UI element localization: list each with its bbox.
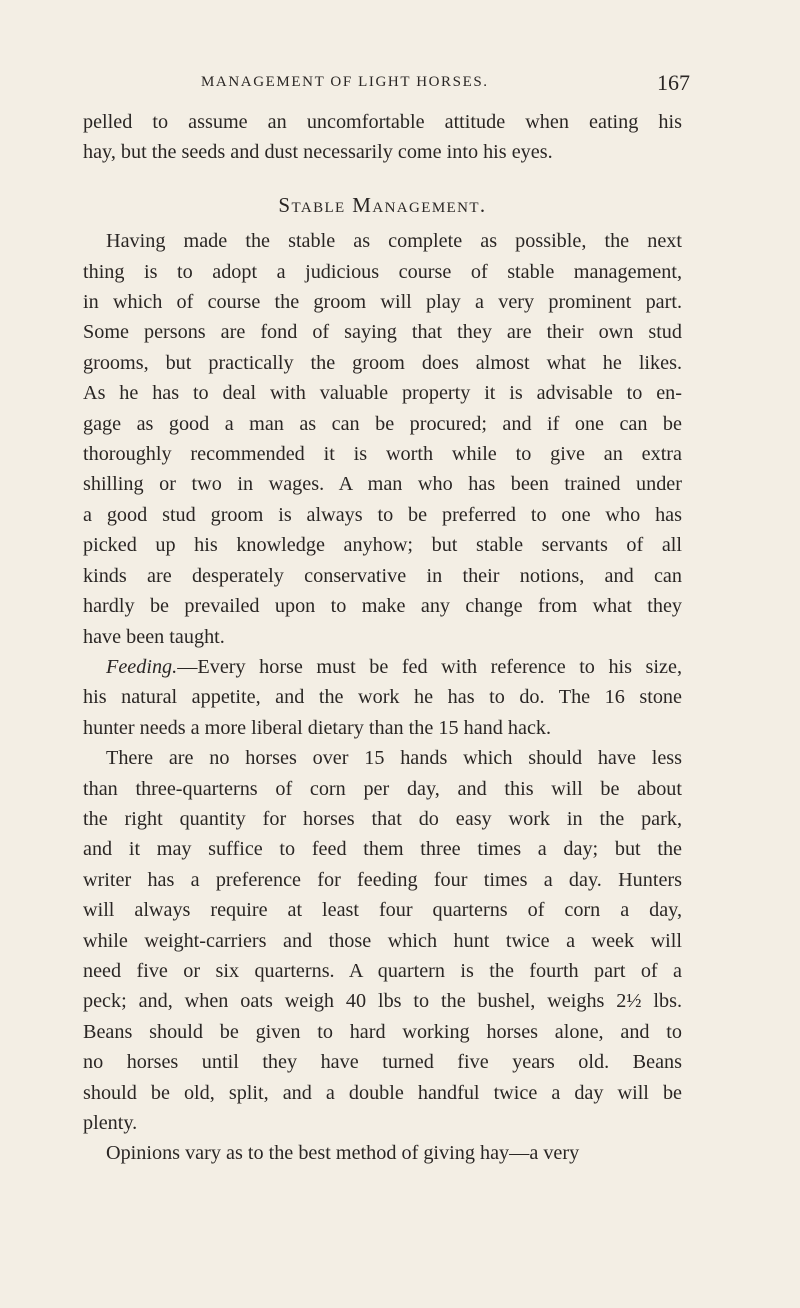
text-line: pelled to assume an uncomfortable attitude when eating his xyxy=(83,111,682,133)
text-line: shilling or two in wages. A man who has been trained under xyxy=(83,473,682,496)
text-line: thoroughly recommended it is worth while to give an extra xyxy=(83,443,682,466)
text-line: gage as good a man as can be procured; and if one can be xyxy=(83,412,682,435)
text-line: should be old, split, and a double handful twice a day will be xyxy=(83,1081,682,1104)
text-line: hunter needs a more liberal dietary than the 15 hand hack. xyxy=(83,716,552,739)
text-line: grooms, but practically the groom does almost what he likes. xyxy=(83,351,682,374)
text-line: Beans should be given to hard working horses alone, and to xyxy=(83,1020,682,1043)
text-line: picked up his knowledge anyhow; but stable servants of all xyxy=(83,534,682,557)
page-number: 167 xyxy=(657,70,690,95)
text-line: writer has a preference for feeding four times a day. Hunters xyxy=(83,868,682,891)
text-line xyxy=(83,652,682,682)
text-line: As he has to deal with valuable property it is advisable to en- xyxy=(83,382,682,405)
text-line: kinds are desperately conservative in their notions, and can xyxy=(83,564,682,587)
text-line: and it may suffice to feed them three times a day; but the xyxy=(83,838,682,861)
text-line: a good stud groom is always to be preferred to one who has xyxy=(83,503,682,526)
text-line: Opinions vary as to the best method of giving hay—a very xyxy=(106,1142,580,1165)
text-line: no horses until they have turned five years old. Beans xyxy=(83,1051,682,1074)
text-line: There are no horses over 15 hands which should have less xyxy=(106,747,682,770)
text-line: Having made the stable as complete as possible, the next xyxy=(106,230,682,253)
text-line: peck; and, when oats weigh 40 lbs to the bushel, weighs 2½ lbs. xyxy=(83,990,682,1013)
text-line: Some persons are fond of saying that they are their own stud xyxy=(83,321,682,344)
text-line: need five or six quarterns. A quartern is the fourth part of a xyxy=(83,959,682,982)
feeding-subheading: Feeding. xyxy=(106,655,178,678)
running-head: MANAGEMENT OF LIGHT HORSES. xyxy=(201,74,489,90)
text-line: than three-quarterns of corn per day, and this will be about xyxy=(83,777,682,800)
text-line: hardly be prevailed upon to make any change from what they xyxy=(83,595,682,618)
text-line: have been taught. xyxy=(83,625,225,648)
text-line: while weight-carriers and those which hunt twice a week will xyxy=(83,929,682,952)
text-fragment: —Every horse must be fed with reference to his size, xyxy=(177,655,682,678)
text-line: in which of course the groom will play a very prominent part. xyxy=(83,291,682,314)
text-line: plenty. xyxy=(83,1112,138,1134)
text-line: thing is to adopt a judicious course of stable management, xyxy=(83,260,682,283)
text-line: hay, but the seeds and dust necessarily come into his eyes. xyxy=(83,141,553,164)
section-heading: Stable Management. xyxy=(278,192,487,217)
text-line: will always require at least four quarterns of corn a day, xyxy=(83,899,682,922)
text-line: the right quantity for horses that do easy work in the park, xyxy=(83,807,682,830)
text-line: his natural appetite, and the work he has to do. The 16 stone xyxy=(83,686,682,709)
body-text xyxy=(83,107,682,1169)
